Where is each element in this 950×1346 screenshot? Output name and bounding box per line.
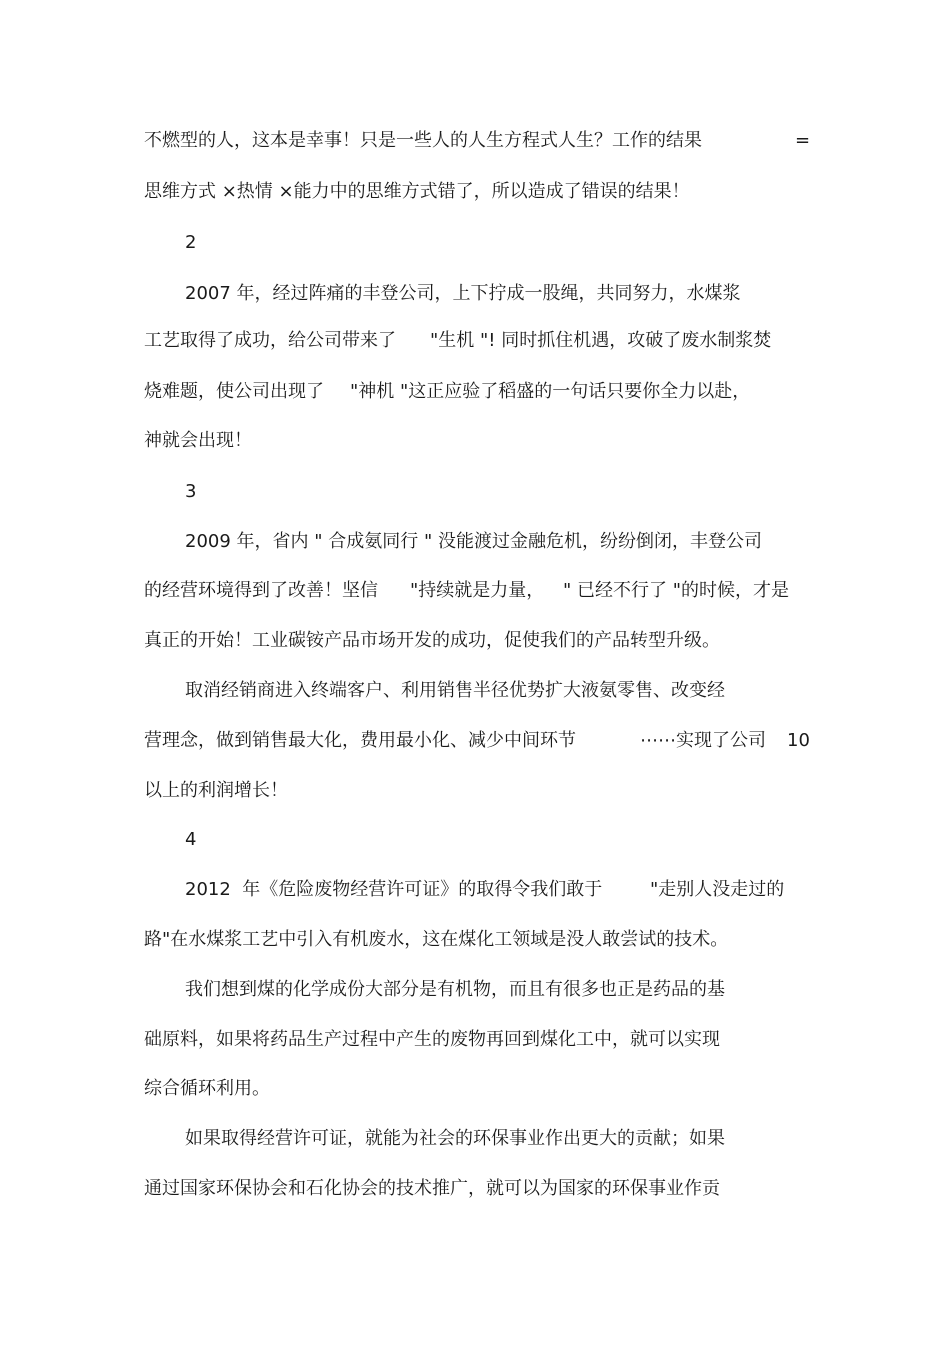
- text-segment: 神就会出现！: [144, 430, 252, 451]
- text-line: [0, 626, 950, 656]
- text-segment: ⋯⋯实现了公司: [640, 730, 766, 751]
- text-segment: 综合循环利用。: [144, 1078, 270, 1099]
- text-segment: 10: [787, 730, 810, 751]
- text-line: [0, 925, 950, 955]
- text-segment: 工艺取得了成功，给公司带来了: [144, 330, 396, 351]
- text-segment: 2007 年，经过阵痛的丰登公司，上下拧成一股绳，共同努力，水煤浆: [185, 283, 741, 304]
- section-number: [0, 228, 950, 258]
- text-segment: "神机 "这正应验了稻盛的一句话只要你全力以赴，: [350, 381, 751, 402]
- text-segment: 真正的开始！工业碳铵产品市场开发的成功，促使我们的产品转型升级。: [144, 630, 720, 651]
- text-line: [0, 527, 950, 557]
- text-segment: 思维方式 ×热情 ×能力中的思维方式错了，所以造成了错误的结果！: [144, 181, 690, 202]
- text-line: [0, 326, 950, 356]
- text-segment: 以上的利润增长！: [144, 780, 288, 801]
- text-line: [0, 1074, 950, 1104]
- text-segment: 我们想到煤的化学成份大部分是有机物，而且有很多也正是药品的基: [185, 979, 725, 1000]
- text-line: [0, 975, 950, 1005]
- text-segment: 烧难题，使公司出现了: [144, 381, 324, 402]
- text-line: [0, 1124, 950, 1154]
- text-segment: "生机 "! 同时抓住机遇，攻破了废水制浆焚: [430, 330, 772, 351]
- text-line: [0, 177, 950, 207]
- text-line: [0, 875, 950, 905]
- text-segment: 2009 年，省内 " 合成氨同行 " 没能渡过金融危机，纷纷倒闭，丰登公司: [185, 531, 762, 552]
- text-segment: 础原料，如果将药品生产过程中产生的废物再回到煤化工中，就可以实现: [144, 1029, 720, 1050]
- text-segment: 取消经销商进入终端客户、利用销售半径优势扩大液氨零售、改变经: [185, 680, 725, 701]
- text-line: [0, 676, 950, 706]
- text-segment: 3: [185, 481, 197, 502]
- text-segment: "持续就是力量，: [410, 580, 545, 601]
- text-line: [0, 726, 950, 756]
- text-line: [0, 1025, 950, 1055]
- text-segment: 通过国家环保协会和石化协会的技术推广，就可以为国家的环保事业作贡: [144, 1178, 720, 1199]
- text-line: [0, 776, 950, 806]
- text-line: [0, 576, 950, 606]
- section-number: [0, 477, 950, 507]
- text-segment: 2: [185, 232, 197, 253]
- text-segment: 不燃型的人，这本是幸事！只是一些人的人生方程式人生？工作的结果: [144, 130, 702, 151]
- text-segment: 2012 年《危险废物经营许可证》的取得令我们敢于: [185, 879, 603, 900]
- text-line: [0, 126, 950, 156]
- text-segment: 路"在水煤浆工艺中引入有机废水，这在煤化工领域是没人敢尝试的技术。: [144, 929, 729, 950]
- text-line: [0, 1174, 950, 1204]
- text-line: [0, 377, 950, 407]
- text-line: [0, 279, 950, 309]
- text-segment: 4: [185, 829, 197, 850]
- text-segment: 营理念，做到销售最大化，费用最小化、减少中间环节: [144, 730, 576, 751]
- text-segment: 的经营环境得到了改善！坚信: [144, 580, 378, 601]
- section-number: [0, 825, 950, 855]
- text-segment: " 已经不行了 "的时候，才是: [563, 580, 790, 601]
- text-segment: =: [795, 130, 811, 151]
- text-line: [0, 426, 950, 456]
- text-segment: "走别人没走过的: [650, 879, 785, 900]
- text-segment: 如果取得经营许可证，就能为社会的环保事业作出更大的贡献；如果: [185, 1128, 725, 1149]
